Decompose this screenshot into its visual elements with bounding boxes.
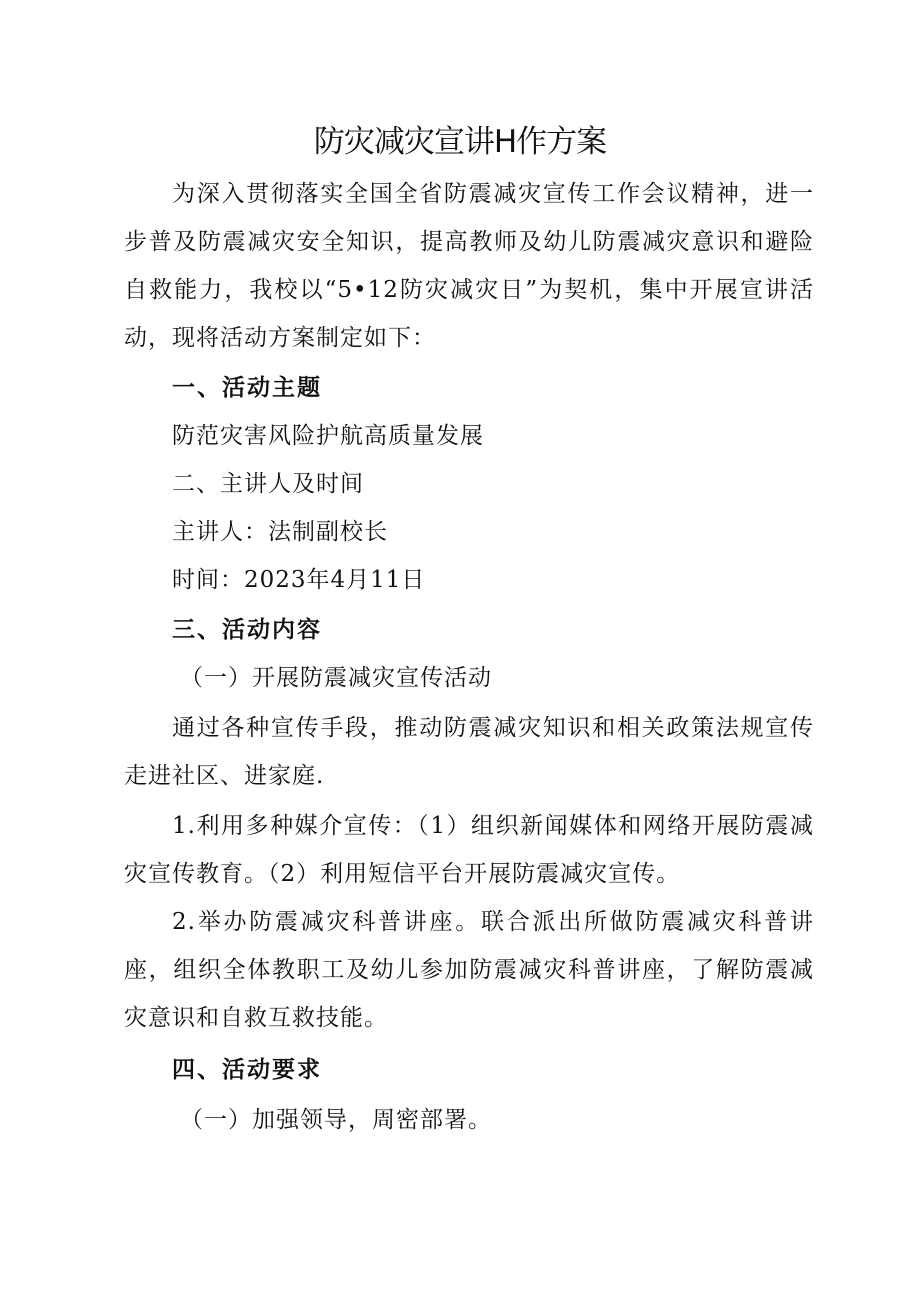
requirements-subheading-leadership: （一）加强领导，周密部署。 — [180, 1107, 492, 1133]
intro-paragraph: 为深入贯彻落实全国全省防震减灾宣传工作会议精神，进一步普及防震减灾安全知识，提高教师及幼儿防震减灾意识和避险自救能力，我校以“5•12防灾减灾日”为契机，集中开展宣讲活动，现将活动方案制定如下： — [124, 181, 814, 351]
time-text: 时间：2023年4月11日 — [172, 567, 426, 593]
item-media-publicity: 1.利用多种媒介宣传：（1）组织新闻媒体和网络开展防震减灾宣传教育。（2）利用短信平台开展防震减灾宣传。 — [124, 813, 814, 887]
item-science-lecture: 2.举办防震减灾科普讲座。联合派出所做防震减灾科普讲座，组织全体教职工及幼儿参加防震减灾科普讲座，了解防震减灾意识和自救互救技能。 — [124, 909, 814, 1031]
section-heading-requirements: 四、活动要求 — [172, 1057, 322, 1083]
document-title: 防灾减灾宣讲H作方案 — [313, 124, 607, 160]
theme-text: 防范灾害风险护航高质量发展 — [172, 423, 484, 449]
section-heading-speaker-time: 二、主讲人及时间 — [172, 471, 364, 497]
section-heading-content: 三、活动内容 — [172, 617, 322, 643]
section-heading-theme: 一、活动主题 — [172, 375, 322, 401]
publicity-paragraph: 通过各种宣传手段，推动防震减灾知识和相关政策法规宣传走进社区、进家庭. — [124, 715, 814, 789]
speaker-text: 主讲人：法制副校长 — [172, 519, 388, 545]
content-subheading-publicity: （一）开展防震减灾宣传活动 — [180, 665, 492, 691]
